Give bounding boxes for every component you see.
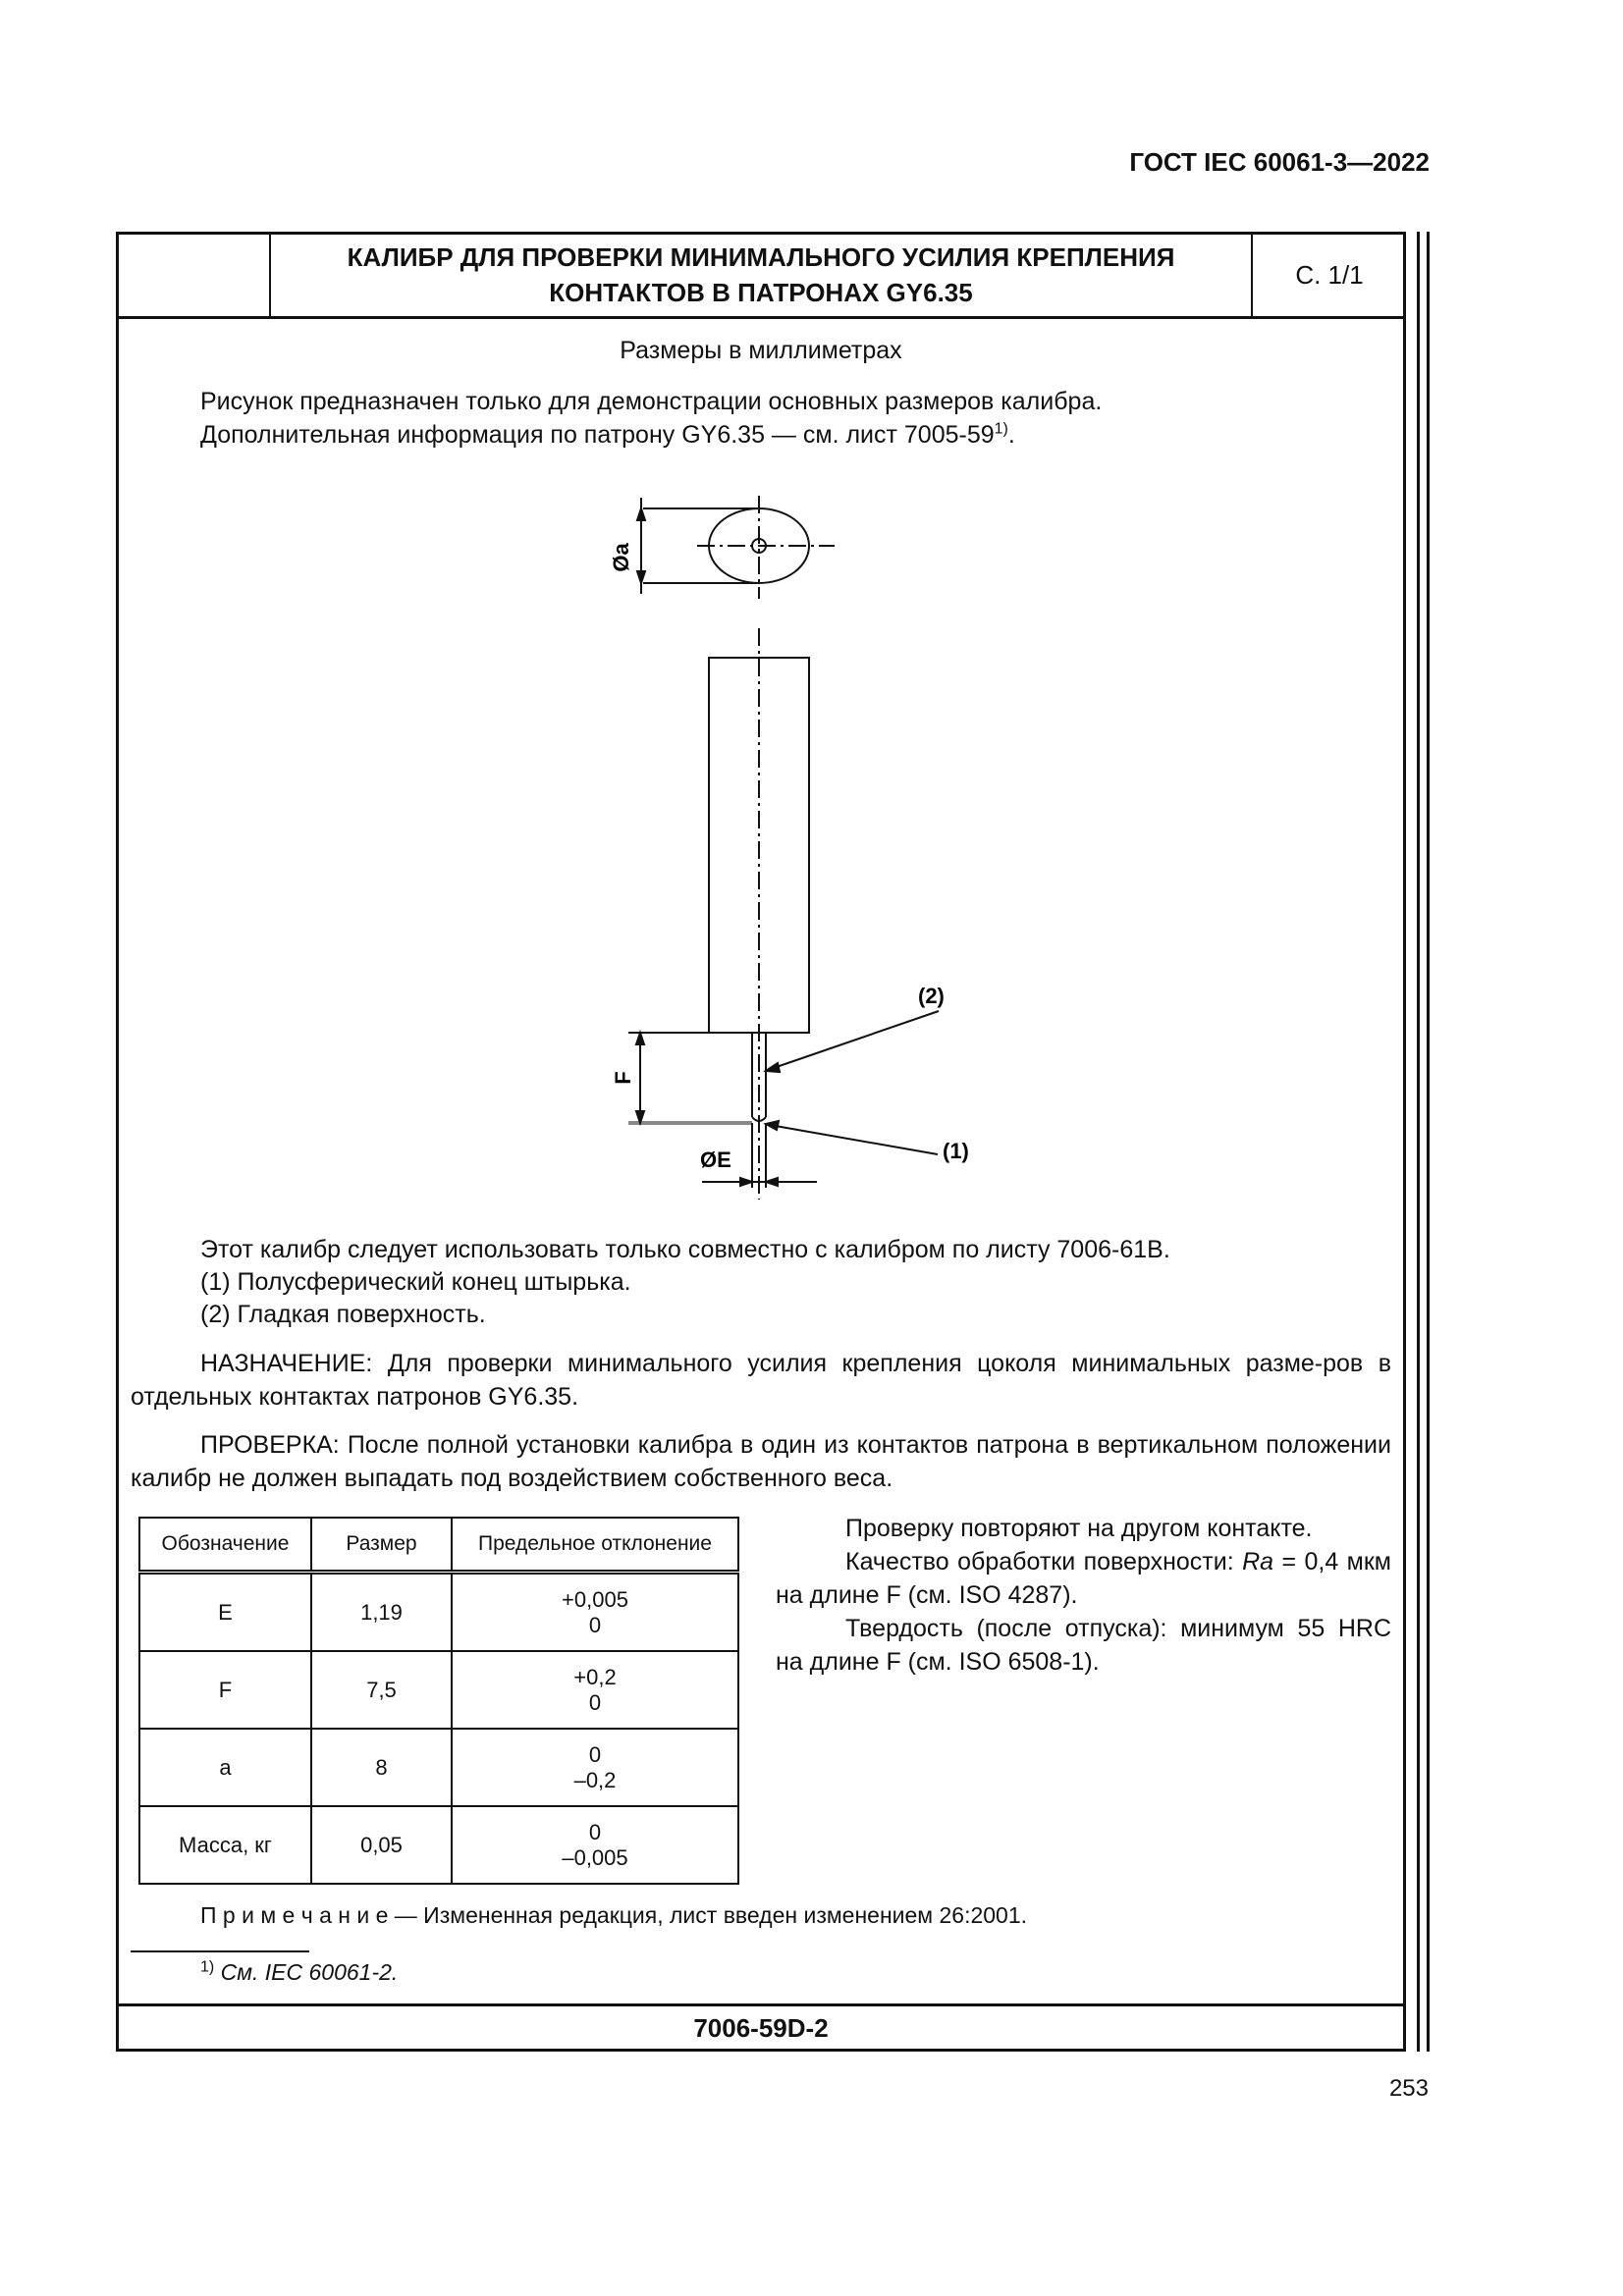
sheet-code: 7006-59D-2 — [693, 2012, 829, 2043]
sheet-title — [271, 232, 1253, 318]
note-text: — Измененная редакция, лист введен изменением 26:2001. — [388, 1902, 1028, 1928]
sheet-title-line1: КАЛИБР ДЛЯ ПРОВЕРКИ МИНИМАЛЬНОГО УСИЛИЯ КРЕПЛЕНИЯ — [347, 242, 1175, 272]
header-empty-cell — [116, 232, 271, 318]
dimensions-table — [138, 1517, 739, 1885]
cell-tolerance — [452, 1806, 738, 1884]
table-row — [139, 1806, 738, 1884]
intro-line2-end: . — [1007, 421, 1015, 449]
dimensions-note: Размеры в миллиметрах — [620, 337, 902, 364]
callout-1: (1) — [943, 1139, 969, 1163]
cell-tolerance — [452, 1729, 738, 1806]
label-f: F — [611, 1071, 635, 1085]
sheet-title-line2: КОНТАКТОВ В ПАТРОНАХ GY6.35 — [549, 278, 973, 307]
side-note-repeat: Проверку повторяют на другом контакте. — [845, 1515, 1313, 1542]
tolerance-upper: 0 — [588, 1741, 602, 1767]
intro-line1: Рисунок предназначен только для демонстрации основных размеров калибра. — [200, 388, 1103, 415]
table-header: Предельное отклонение — [452, 1518, 738, 1573]
cell-size: 0,05 — [311, 1806, 452, 1884]
cell-size: 1,19 — [311, 1573, 452, 1652]
side-notes — [776, 1512, 1391, 1679]
cell-symbol: F — [139, 1651, 311, 1729]
frame-double-line — [1417, 232, 1420, 2052]
table-header: Обозначение — [139, 1518, 311, 1573]
roughness-text-b: = 0,4 мкм на длине F (см. ISO 4287). — [776, 1548, 1391, 1609]
cell-tolerance — [452, 1651, 738, 1729]
footnote — [200, 1959, 398, 1986]
roughness-symbol: Ra — [1242, 1548, 1274, 1575]
roughness-text-a: Качество обработки поверхности: — [845, 1548, 1243, 1575]
cell-tolerance — [452, 1573, 738, 1652]
table-row — [139, 1651, 738, 1729]
footnote-ref: 1) — [994, 420, 1008, 438]
tolerance-lower: 0 — [588, 1612, 602, 1637]
frame-double-line — [1427, 232, 1430, 2052]
footnote-rule — [131, 1950, 309, 1952]
note-label: П р и м е ч а н и е — [200, 1902, 389, 1928]
table-row — [139, 1573, 738, 1652]
tolerance-lower: –0,2 — [573, 1767, 617, 1792]
side-note-roughness — [776, 1545, 1391, 1612]
table-header: Размер — [311, 1518, 452, 1573]
usage-line1: Этот калибр следует использовать только совместно с калибром по листу 7006-61B. — [200, 1236, 1170, 1263]
cell-size: 8 — [311, 1729, 452, 1806]
side-note-hardness: Твердость (после отпуска): минимум 55 HRC на длине F (см. ISO 6508-1). — [776, 1615, 1391, 1676]
intro-line2-text: Дополнительная информация по патрону GY6.35 — см. лист 7005-59 — [200, 421, 995, 449]
usage-line3: (2) Гладкая поверхность. — [200, 1301, 486, 1328]
intro-line2 — [200, 418, 1015, 452]
note — [200, 1902, 1027, 1929]
footnote-text: См. IEC 60061-2. — [214, 1959, 399, 1985]
footnote-mark: 1) — [200, 1958, 215, 1976]
standard-code: ГОСТ IEC 60061-3—2022 — [1129, 147, 1430, 177]
tolerance-upper: 0 — [588, 1819, 602, 1844]
gauge-drawing — [560, 481, 969, 1207]
table-row — [139, 1729, 738, 1806]
tolerance-upper: +0,2 — [573, 1664, 617, 1689]
check-paragraph: ПРОВЕРКА: После полной установки калибра в один из контактов патрона в вертикальном положении калибр не должен выпадать под воздействием собственного веса. — [131, 1431, 1391, 1492]
sheet-page: С. 1/1 — [1295, 259, 1364, 290]
page-number: 253 — [1388, 2075, 1429, 2102]
tolerance-lower: –0,005 — [562, 1844, 628, 1870]
purpose-paragraph: НАЗНАЧЕНИЕ: Для проверки минимального усилия крепления цоколя минимальных разме-ров в отдельных контактах патронов GY6.35. — [131, 1350, 1391, 1411]
cell-size: 7,5 — [311, 1651, 452, 1729]
usage-line2: (1) Полусферический конец штырька. — [200, 1268, 631, 1296]
cell-symbol: Масса, кг — [139, 1806, 311, 1884]
cell-symbol: a — [139, 1729, 311, 1806]
label-dia-e: ØE — [700, 1148, 731, 1172]
callout-2: (2) — [918, 984, 945, 1008]
tolerance-upper: +0,005 — [562, 1586, 628, 1612]
cell-symbol: E — [139, 1573, 311, 1652]
label-dia-a: Øa — [609, 543, 633, 572]
header-divider — [116, 316, 1406, 319]
tolerance-lower: 0 — [588, 1689, 602, 1715]
